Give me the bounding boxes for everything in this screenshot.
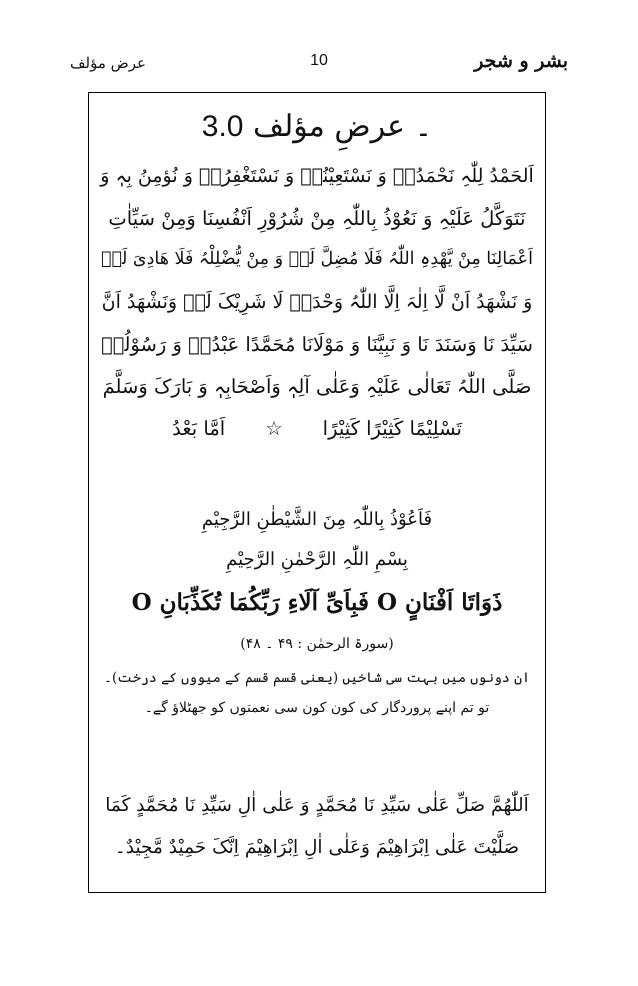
chapter-title [89, 109, 545, 144]
taawwuz: فَاَعُوْذُ بِاللّٰہِ مِنَ الشَّیْطٰنِ الرَّجِیْمِ [201, 509, 433, 530]
quran-verse: ذَوَاتَا اَفْنَانٍ O فَبِاَیِّ آلَاءِ رَبِّکُمَا تُکَذِّبَانِ O [131, 589, 503, 616]
doa-line-4: وَ نَشْھَدُ اَنْ لَّا اِلٰہَ اِلَّا اللّٰہُ وَحْدَہٗ لَا شَرِیْکَ لَہٗ وَنَشْھَدُ اَنَّ [101, 291, 533, 313]
chapter-separator: ۔ [414, 109, 433, 144]
doa-line-3: اَعْمَالِنَا مِنْ یَّھْدِہِ اللّٰہُ فَلَا مُضِلَّ لَہٗ وَ مِنْ یُّضْلِلْہُ فَلَا ھَادِیَ لَہٗ [101, 249, 533, 269]
translation-line-1: ان دونوں میں بہت سی شاخیں (یعنی قسم قسم کے میووں کے درخت)۔ [104, 670, 530, 686]
book-title-header: بشر و شجر [474, 50, 568, 72]
doa-line-2: نَتَوَکَّلُ عَلَیْہِ وَ نَعُوْذُ بِاللّٰہِ مِنْ شُرُوْرِ اَنْفُسِنَا وَمِنْ سَیِّاٰتِ [108, 207, 526, 230]
tasleem-text: تَسْلِیْمًا کَثِیْرًا کَثِیْرًا [322, 417, 462, 440]
translation-line-2: تو تم اپنے پروردگار کی کون کون سی نعمتوں کو جھٹلاؤ گے۔ [144, 700, 490, 716]
section-title-header: عرض مؤلف [70, 54, 147, 72]
page-header [70, 50, 568, 80]
durood-line-2: صَلَّیْتَ عَلٰی اِبْرَاھِیْمَ وَعَلٰی اٰلِ اِبْرَاھِیْمَ اِنَّکَ حَمِیْدٌ مَّجِیْدٌ۔ [114, 837, 520, 858]
amma-baad-text: اَمَّا بَعْدُ [172, 417, 226, 440]
doa-line-5: سَیِّدَ نَا وَسَنَدَ نَا وَ نَبِیَّنَا وَ مَوْلَانَا مُحَمَّدًا عَبْدُہٗ وَ رَسُوْلُہٗ [101, 333, 533, 356]
chapter-number: 3.0 [201, 110, 244, 143]
doa-line-7 [99, 417, 535, 440]
verse-reference: (سورۃ الرحمٰن : ۴۹ ۔ ۴۸) [240, 636, 394, 652]
bismillah: بِسْمِ اللّٰہِ الرَّحْمٰنِ الرَّحِیْمِ [226, 549, 408, 570]
page-number: 10 [310, 52, 328, 69]
star-icon: ☆ [265, 417, 283, 440]
durood-line-1: اَللّٰھُمَّ صَلِّ عَلٰی سَیِّدِ نَا مُحَمَّدٍ وَ عَلٰی اٰلِ سَیِّدِ نَا مُحَمَّدٍ کَمَا [105, 795, 529, 816]
doa-line-6: صَلَّی اللّٰہُ تَعَالٰی عَلَیْہِ وَعَلٰی آلِہٖ وَاَصْحَابِہٖ وَ بَارَکَ وَسَلَّمَ [102, 375, 532, 398]
doa-line-1: اَلحَمْدُ لِلّٰہِ نَحْمَدُہٗ وَ نَسْتَعِیْنُہٗ وَ نَسْتَغْفِرُہٗ وَ نُؤمِنُ بِہٖ وَ [100, 165, 534, 187]
content-frame [88, 92, 546, 893]
chapter-title-text: عرضِ مؤلف [253, 109, 406, 144]
